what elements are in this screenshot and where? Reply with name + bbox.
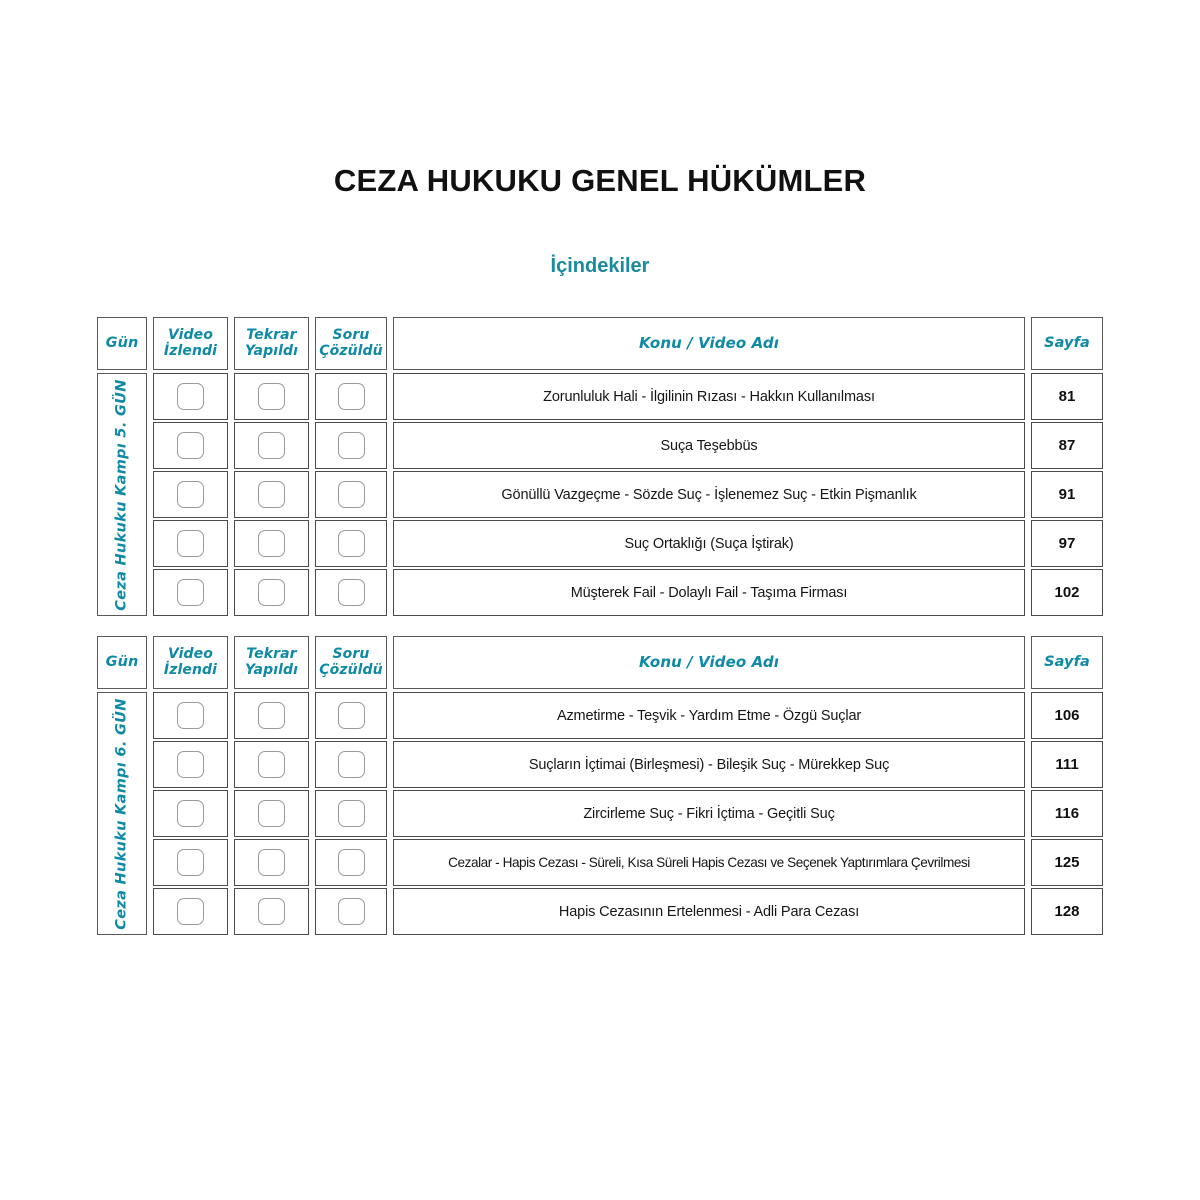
- checkbox-soru-cozuldu[interactable]: [338, 432, 365, 459]
- header-cell-tekrar-yapildi: [234, 317, 309, 370]
- cell-sayfa: [1031, 790, 1103, 837]
- table-row: [153, 741, 1103, 788]
- cell-konu: [393, 422, 1025, 469]
- header-label-soru-cozuldu: Soru Çözüldü: [319, 326, 383, 359]
- header-label-gun: Gün: [105, 335, 139, 352]
- checkbox-tekrar-yapildi[interactable]: [258, 702, 285, 729]
- sayfa-number: 87: [1058, 437, 1076, 454]
- sayfa-number: 91: [1058, 486, 1076, 503]
- cell-soru-cozuldu[interactable]: [315, 741, 387, 788]
- cell-video-izlendi[interactable]: [153, 888, 228, 935]
- cell-video-izlendi[interactable]: [153, 839, 228, 886]
- checkbox-video-izlendi[interactable]: [177, 702, 204, 729]
- cell-konu: [393, 888, 1025, 935]
- cell-video-izlendi[interactable]: [153, 569, 228, 616]
- sayfa-number: 81: [1058, 388, 1076, 405]
- cell-soru-cozuldu[interactable]: [315, 839, 387, 886]
- checkbox-tekrar-yapildi[interactable]: [258, 530, 285, 557]
- checkbox-soru-cozuldu[interactable]: [338, 530, 365, 557]
- sayfa-number: 102: [1054, 584, 1080, 601]
- cell-tekrar-yapildi[interactable]: [234, 520, 309, 567]
- cell-soru-cozuldu[interactable]: [315, 422, 387, 469]
- cell-tekrar-yapildi[interactable]: [234, 471, 309, 518]
- checkbox-tekrar-yapildi[interactable]: [258, 849, 285, 876]
- cell-konu: [393, 471, 1025, 518]
- cell-tekrar-yapildi[interactable]: [234, 888, 309, 935]
- cell-sayfa: [1031, 839, 1103, 886]
- toc-table-day-6: [97, 636, 1103, 935]
- cell-tekrar-yapildi[interactable]: [234, 569, 309, 616]
- cell-tekrar-yapildi[interactable]: [234, 839, 309, 886]
- konu-text: Cezalar - Hapis Cezası - Süreli, Kısa Süreli Hapis Cezası ve Seçenek Yaptırımlara Çevrilmesi: [448, 855, 970, 870]
- header-cell-soru-cozuldu: [315, 317, 387, 370]
- header-cell-konu: [393, 317, 1025, 370]
- header-cell-video-izlendi: [153, 636, 228, 689]
- cell-sayfa: [1031, 520, 1103, 567]
- sayfa-number: 125: [1054, 854, 1080, 871]
- cell-konu: [393, 373, 1025, 420]
- checkbox-video-izlendi[interactable]: [177, 898, 204, 925]
- sayfa-number: 116: [1054, 805, 1080, 822]
- konu-text: Zircirleme Suç - Fikri İçtima - Geçitli Suç: [583, 805, 835, 822]
- konu-text: Suç Ortaklığı (Suça İştirak): [624, 535, 794, 552]
- header-cell-sayfa: [1031, 636, 1103, 689]
- table-rows: [153, 373, 1103, 616]
- day-label-text: Ceza Hukuku Kampı 6. GÜN: [114, 697, 130, 930]
- konu-text: Suça Teşebbüs: [660, 437, 758, 454]
- header-cell-tekrar-yapildi: [234, 636, 309, 689]
- header-label-konu: Konu / Video Adı: [639, 653, 779, 672]
- konu-text: Suçların İçtimai (Birleşmesi) - Bileşik Suç - Mürekkep Suç: [528, 756, 890, 773]
- cell-sayfa: [1031, 888, 1103, 935]
- checkbox-soru-cozuldu[interactable]: [338, 579, 365, 606]
- checkbox-tekrar-yapildi[interactable]: [258, 481, 285, 508]
- sayfa-number: 111: [1055, 756, 1079, 773]
- checkbox-video-izlendi[interactable]: [177, 383, 204, 410]
- table-row: [153, 569, 1103, 616]
- table-header-row: [97, 317, 1103, 370]
- cell-soru-cozuldu[interactable]: [315, 471, 387, 518]
- cell-konu: [393, 569, 1025, 616]
- cell-video-izlendi[interactable]: [153, 471, 228, 518]
- cell-konu: [393, 839, 1025, 886]
- konu-text: Hapis Cezasının Ertelenmesi - Adli Para Cezası: [558, 903, 860, 920]
- checkbox-video-izlendi[interactable]: [177, 481, 204, 508]
- cell-konu: [393, 520, 1025, 567]
- checkbox-tekrar-yapildi[interactable]: [258, 432, 285, 459]
- toc-table-day-5: [97, 317, 1103, 616]
- checkbox-soru-cozuldu[interactable]: [338, 702, 365, 729]
- cell-soru-cozuldu[interactable]: [315, 520, 387, 567]
- checkbox-video-izlendi[interactable]: [177, 800, 204, 827]
- checkbox-tekrar-yapildi[interactable]: [258, 383, 285, 410]
- cell-tekrar-yapildi[interactable]: [234, 741, 309, 788]
- cell-sayfa: [1031, 692, 1103, 739]
- cell-sayfa: [1031, 373, 1103, 420]
- checkbox-soru-cozuldu[interactable]: [338, 849, 365, 876]
- checkbox-tekrar-yapildi[interactable]: [258, 751, 285, 778]
- header-label-video-izlendi: Video İzlendi: [163, 645, 218, 678]
- table-body: [97, 373, 1103, 616]
- page-title: CEZA HUKUKU GENEL HÜKÜMLER: [333, 163, 867, 198]
- sayfa-number: 106: [1054, 707, 1080, 724]
- cell-video-izlendi[interactable]: [153, 741, 228, 788]
- table-row: [153, 692, 1103, 739]
- header-cell-gun: [97, 317, 147, 370]
- table-body: [97, 692, 1103, 935]
- cell-konu: [393, 790, 1025, 837]
- cell-video-izlendi[interactable]: [153, 520, 228, 567]
- checkbox-soru-cozuldu[interactable]: [338, 898, 365, 925]
- header-cell-sayfa: [1031, 317, 1103, 370]
- header-cell-gun: [97, 636, 147, 689]
- header-cell-konu: [393, 636, 1025, 689]
- header-label-gun: Gün: [105, 654, 139, 671]
- checkbox-soru-cozuldu[interactable]: [338, 800, 365, 827]
- table-rows: [153, 692, 1103, 935]
- table-header-row: [97, 636, 1103, 689]
- header-label-sayfa: Sayfa: [1044, 335, 1090, 352]
- checkbox-video-izlendi[interactable]: [177, 849, 204, 876]
- konu-text: Azmetirme - Teşvik - Yardım Etme - Özgü Suçlar: [556, 707, 862, 724]
- header-label-soru-cozuldu: Soru Çözüldü: [319, 645, 383, 678]
- cell-video-izlendi[interactable]: [153, 692, 228, 739]
- day-label-cell: [97, 692, 147, 935]
- cell-sayfa: [1031, 471, 1103, 518]
- header-cell-soru-cozuldu: [315, 636, 387, 689]
- cell-konu: [393, 741, 1025, 788]
- konu-text: Zorunluluk Hali - İlgilinin Rızası - Hakkın Kullanılması: [543, 388, 875, 405]
- checkbox-tekrar-yapildi[interactable]: [258, 800, 285, 827]
- checkbox-tekrar-yapildi[interactable]: [258, 898, 285, 925]
- konu-text: Müşterek Fail - Dolaylı Fail - Taşıma Firması: [570, 584, 848, 601]
- cell-soru-cozuldu[interactable]: [315, 888, 387, 935]
- page-subtitle: İçindekiler: [550, 255, 650, 277]
- table-row: [153, 520, 1103, 567]
- table-row: [153, 373, 1103, 420]
- day-label-text: Ceza Hukuku Kampı 5. GÜN: [114, 378, 130, 611]
- header-label-konu: Konu / Video Adı: [639, 334, 779, 353]
- cell-tekrar-yapildi[interactable]: [234, 790, 309, 837]
- checkbox-video-izlendi[interactable]: [177, 751, 204, 778]
- cell-soru-cozuldu[interactable]: [315, 790, 387, 837]
- table-row: [153, 422, 1103, 469]
- day-label-cell: [97, 373, 147, 616]
- cell-tekrar-yapildi[interactable]: [234, 692, 309, 739]
- cell-soru-cozuldu[interactable]: [315, 373, 387, 420]
- sayfa-number: 128: [1054, 903, 1080, 920]
- checkbox-video-izlendi[interactable]: [177, 432, 204, 459]
- table-row: [153, 888, 1103, 935]
- header-label-tekrar-yapildi: Tekrar Yapıldı: [244, 645, 299, 678]
- cell-video-izlendi[interactable]: [153, 422, 228, 469]
- header-label-video-izlendi: Video İzlendi: [163, 326, 218, 359]
- header-label-sayfa: Sayfa: [1044, 654, 1090, 671]
- checkbox-tekrar-yapildi[interactable]: [258, 579, 285, 606]
- checkbox-soru-cozuldu[interactable]: [338, 383, 365, 410]
- konu-text: Gönüllü Vazgeçme - Sözde Suç - İşlenemez Suç - Etkin Pişmanlık: [501, 486, 917, 503]
- cell-sayfa: [1031, 422, 1103, 469]
- table-row: [153, 839, 1103, 886]
- cell-sayfa: [1031, 569, 1103, 616]
- header-cell-video-izlendi: [153, 317, 228, 370]
- checkbox-video-izlendi[interactable]: [177, 579, 204, 606]
- cell-video-izlendi[interactable]: [153, 790, 228, 837]
- cell-tekrar-yapildi[interactable]: [234, 373, 309, 420]
- cell-konu: [393, 692, 1025, 739]
- cell-soru-cozuldu[interactable]: [315, 569, 387, 616]
- checkbox-video-izlendi[interactable]: [177, 530, 204, 557]
- cell-sayfa: [1031, 741, 1103, 788]
- sayfa-number: 97: [1058, 535, 1076, 552]
- table-row: [153, 471, 1103, 518]
- checkbox-soru-cozuldu[interactable]: [338, 481, 365, 508]
- cell-soru-cozuldu[interactable]: [315, 692, 387, 739]
- cell-tekrar-yapildi[interactable]: [234, 422, 309, 469]
- checkbox-soru-cozuldu[interactable]: [338, 751, 365, 778]
- cell-video-izlendi[interactable]: [153, 373, 228, 420]
- table-row: [153, 790, 1103, 837]
- header-label-tekrar-yapildi: Tekrar Yapıldı: [244, 326, 299, 359]
